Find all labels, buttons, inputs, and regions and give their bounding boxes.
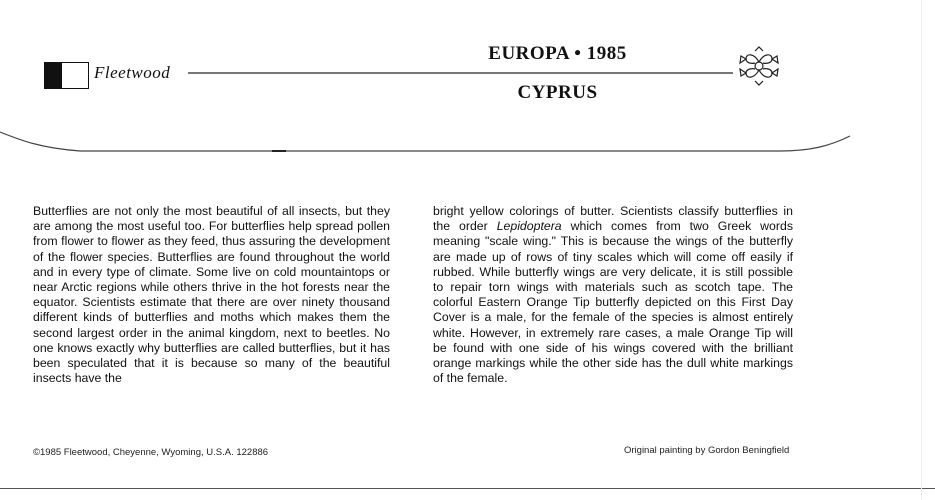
page-subtitle: CYPRUS [517,82,598,103]
bottom-edge-rule [0,488,935,489]
fleetwood-logo-mark-icon [44,62,89,89]
body-text-right [433,204,793,386]
body-text-left: Butterflies are not only the most beautiful of all insects, but they are among the most useful too. For butterflies help spread pollen from flower to flower as they feed, thus assuring the development of the flower species. Butterflies are found throughout the world and in every type of climate. Some live on cold mountaintops or near Arctic regions while others thrive in the hot forests near the equator. Scientists estimate that there are over ninety thousand different kinds of butterflies and moths which makes them the second largest order in the animal kingdom, next to beetles. No one knows exactly why butterflies are called butterflies, but it has been speculated that it is because so many of the beautiful insects have the [33,204,390,386]
header-rule [188,72,733,74]
brand-name: Fleetwood [94,63,171,82]
europa-logo-icon [734,43,784,89]
painting-credit: Original painting by Gordon Beningfield [624,445,790,456]
copyright-notice: ©1985 Fleetwood, Cheyenne, Wyoming, U.S.A. 122886 [33,447,269,458]
page-title: EUROPA • 1985 [488,43,627,64]
scientific-name: Lepidoptera [496,219,562,234]
body-text-right-part1: bright yellow colorings of butter. Scientists classify butterflies in the order [433,204,793,234]
body-text-right-part2: which comes from two Greek words meaning "scale wing." This is because the wings of the butterfly are made up of rows of tiny scales which will come off easily if rubbed. While butterfly wings are very delicate, it is still possible to repair torn wings with materials such as scotch tape. The colorful Eastern Orange Tip butterfly depicted on this First Day Cover is a male, for the female of the species is almost entirely white. However, in extremely rare cases, a male Orange Tip will be found with one side of his wings covered with the brilliant orange markings while the other side has the dull white markings of the female. [433,219,793,386]
right-edge-line [921,0,922,500]
envelope-flap-edge [0,118,935,168]
